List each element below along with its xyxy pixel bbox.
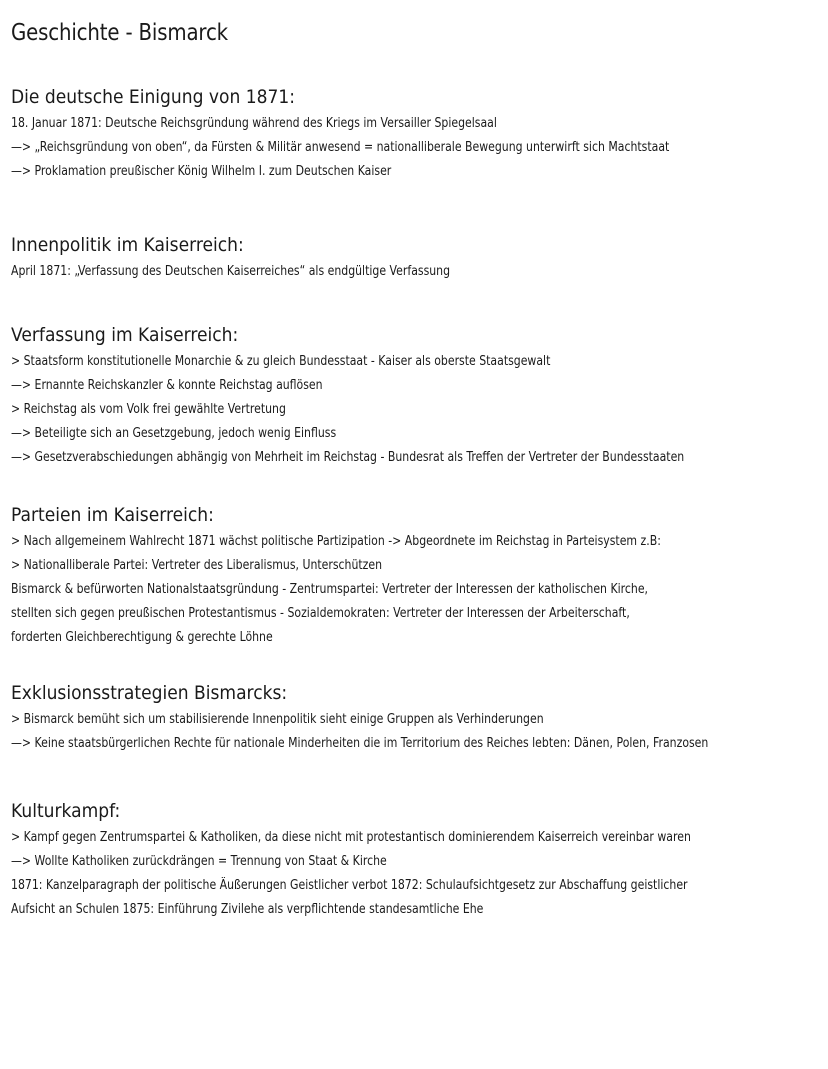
text-line: 1871: Kanzelparagraph der politische Äußerungen Geistlicher verbot 1872: Schulaufsichtgesetz zur Abschaffung geistlicher [11, 878, 688, 893]
text-line: —> Ernannte Reichskanzler & konnte Reichstag auflösen [11, 378, 323, 393]
text-line: > Nach allgemeinem Wahlrecht 1871 wächst politische Partizipation -> Abgeordnete im Reichstag in Parteisystem z.B: [11, 534, 661, 549]
text-line: Aufsicht an Schulen 1875: Einführung Zivilehe als verpflichtende standesamtliche Ehe [11, 902, 484, 917]
text-line: —> Wollte Katholiken zurückdrängen = Trennung von Staat & Kirche [11, 854, 387, 869]
page-title: Geschichte - Bismarck [11, 20, 228, 46]
section-kulturkampf [11, 798, 820, 922]
text-line: > Kampf gegen Zentrumspartei & Katholiken, da diese nicht mit protestantisch dominierendem Kaiserreich vereinbar waren [11, 830, 691, 845]
text-line: Bismarck & befürworten Nationalstaatsgründung - Zentrumspartei: Vertreter der Interessen der katholischen Kirche, [11, 582, 649, 597]
section-heading: Innenpolitik im Kaiserreich: [11, 234, 244, 256]
text-line: —> Keine staatsbürgerlichen Rechte für nationale Minderheiten die im Territorium des Reiches lebten: Dänen, Polen, Franzosen [11, 736, 709, 751]
section-heading: Exklusionsstrategien Bismarcks: [11, 682, 288, 704]
text-line: > Nationalliberale Partei: Vertreter des Liberalismus, Unterschützen [11, 558, 383, 573]
text-line: —> „Reichsgründung von oben“, da Fürsten & Militär anwesend = nationalliberale Bewegung unterwirft sich Machtstaat [11, 140, 670, 155]
text-line: —> Proklamation preußischer König Wilhelm I. zum Deutschen Kaiser [11, 164, 392, 179]
text-line: —> Beteiligte sich an Gesetzgebung, jedoch wenig Einfluss [11, 426, 337, 441]
text-line: 18. Januar 1871: Deutsche Reichsgründung während des Kriegs im Versailler Spiegelsaal [11, 116, 497, 131]
section-exklusion [11, 680, 828, 756]
section-heading: Die deutsche Einigung von 1871: [11, 86, 296, 108]
text-line: forderten Gleichberechtigung & gerechte Löhne [11, 630, 273, 645]
section-heading: Kulturkampf: [11, 800, 121, 822]
text-line: > Bismarck bemüht sich um stabilisierende Innenpolitik sieht einige Gruppen als Verhinderungen [11, 712, 544, 727]
section-heading: Verfassung im Kaiserreich: [11, 324, 239, 346]
text-line: stellten sich gegen preußischen Protestantismus - Sozialdemokraten: Vertreter der Interessen der Arbeiterschaft, [11, 606, 630, 621]
section-parteien [11, 502, 785, 650]
section-einigung [11, 84, 795, 184]
text-line: > Reichstag als vom Volk frei gewählte Vertretung [11, 402, 286, 417]
section-heading: Parteien im Kaiserreich: [11, 504, 214, 526]
text-line: > Staatsform konstitutionelle Monarchie & zu gleich Bundesstaat - Kaiser als oberste Staatsgewalt [11, 354, 551, 369]
text-line: April 1871: „Verfassung des Deutschen Kaiserreiches“ als endgültige Verfassung [11, 264, 451, 279]
text-line: —> Gesetzverabschiedungen abhängig von Mehrheit im Reichstag - Bundesrat als Treffen der Vertreter der Bundesstaaten [11, 450, 685, 465]
section-verfassung [11, 322, 812, 470]
section-innenpolitik [11, 232, 534, 284]
